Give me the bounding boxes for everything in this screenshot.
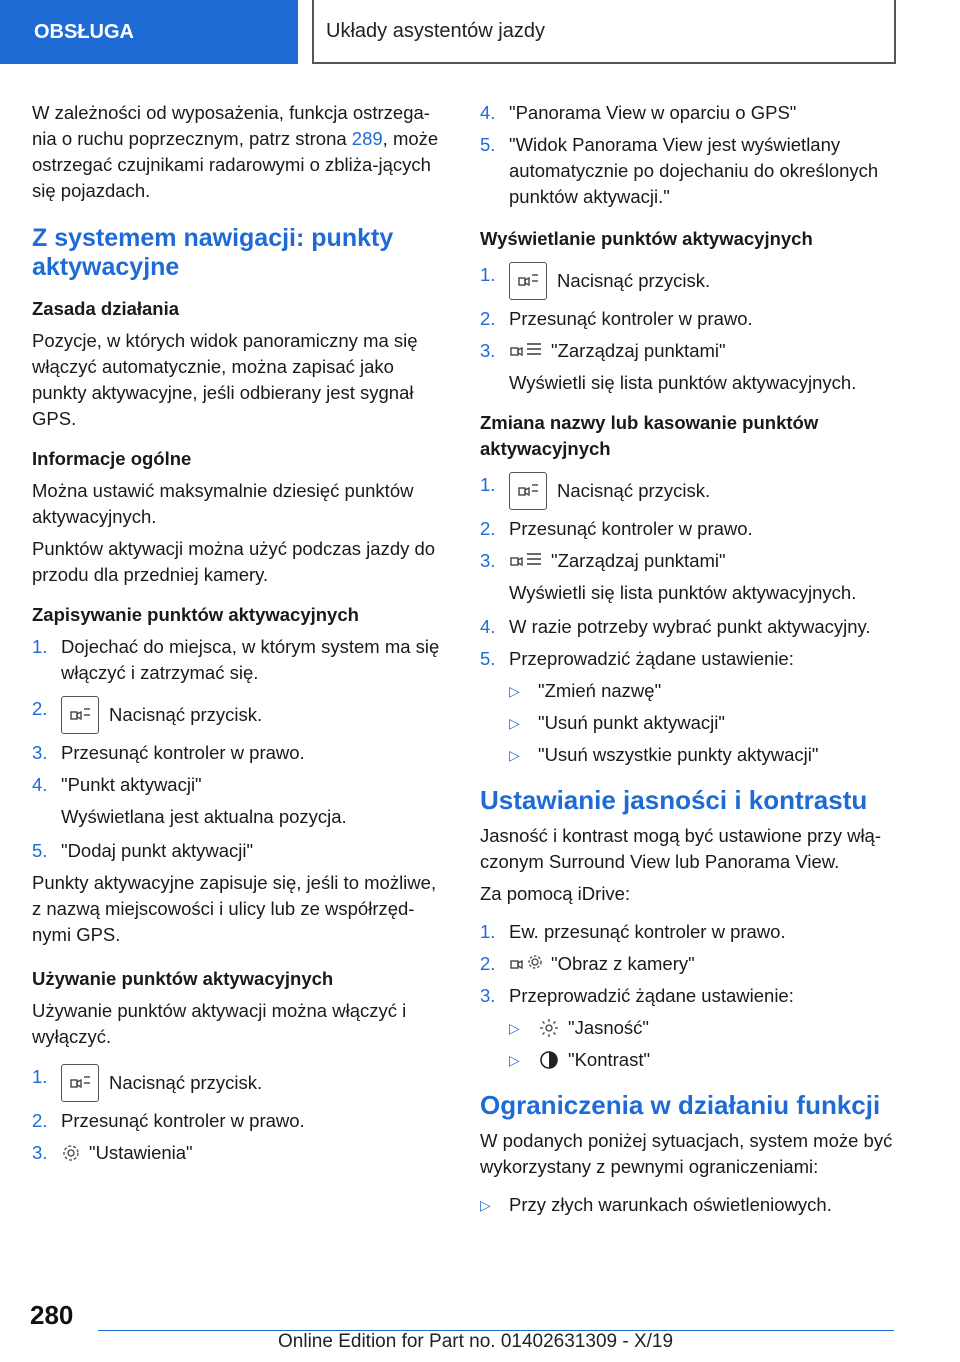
step-note: Wyświetli się lista punktów aktywacyjnych. <box>509 582 857 603</box>
principle-title: Zasada działania <box>32 298 180 319</box>
bullet-item: ▷ "Jasność" <box>480 1015 894 1041</box>
list-item: 2. Przesunąć kontroler w prawo. <box>32 1110 305 1131</box>
list-item: 1. Nacisnąć przycisk. <box>480 472 894 510</box>
page-number: 280 <box>30 1300 74 1330</box>
save-title: Zapisywanie punktów aktywacyjnych <box>32 604 359 625</box>
chapter-label: Układy asystentów jazdy <box>326 19 545 42</box>
principle-text: Pozycje, w których widok panoramiczny ma się włączyć automatycznie, można zapisać jako punkty aktywacyjne, jeśli odbierany jest sygnał GPS. <box>32 330 418 429</box>
list-item: 4. W razie potrzeby wybrać punkt aktywacyjny. <box>480 616 871 637</box>
intro-paragraph: W zależności od wyposażenia, funkcja ostrzega-nia o ruchu poprzecznym, patrz strona 289, może ostrzegać czujnikami radarowymi o zbliża-jących się pojazdach. <box>32 102 439 201</box>
manage-points-icon <box>509 340 543 362</box>
bullet-item: ▷ "Zmień nazwę" <box>509 680 662 701</box>
section-tab <box>0 0 298 64</box>
limits-text: W podanych poniżej sytuacjach, system może być wykorzystany z pewnymi ograniczeniami: <box>480 1130 893 1177</box>
list-item: 4. "Panorama View w oparciu o GPS" <box>480 102 797 123</box>
idrive-text: Za pomocą iDrive: <box>480 883 631 904</box>
list-item: 3. "Ustawienia" <box>32 1142 193 1163</box>
bullet-item: ▷ Przy złych warunkach oświetleniowych. <box>480 1194 832 1215</box>
section-heading: Z systemem nawigacji: punkty aktywacyjne <box>32 224 394 281</box>
list-item: 2. "Obraz z kamery" <box>480 953 695 974</box>
list-item: 2. Przesunąć kontroler w prawo. <box>480 518 753 539</box>
list-item: 1. Nacisnąć przycisk. <box>32 1064 442 1102</box>
list-item: 5. "Widok Panorama View jest wyświetlany automatycznie po dojechaniu do określonych punktów aktywacji." <box>480 134 879 207</box>
bullet-item: ▷ "Usuń punkt aktywacji" <box>509 712 725 733</box>
general-text-2: Punktów aktywacji można użyć podczas jazdy do przodu dla przedniej kamery. <box>32 538 436 585</box>
list-item: 3. Przesunąć kontroler w prawo. <box>32 742 305 763</box>
contrast-icon <box>538 1047 560 1073</box>
list-item: 2. Nacisnąć przycisk. <box>32 696 442 734</box>
camera-settings-icon <box>509 953 543 975</box>
left-column <box>32 100 442 1172</box>
bullet-item: ▷ "Usuń wszystkie punkty aktywacji" <box>509 744 819 765</box>
list-item: 3. "Zarządzaj punktami" <box>480 340 726 361</box>
settings-gear-icon <box>61 1143 81 1163</box>
list-item: 4. "Punkt aktywacji" <box>32 774 202 795</box>
list-item: 5. Przeprowadzić żądane ustawienie: <box>480 648 794 669</box>
rename-title: Zmiana nazwy lub kasowanie punktów aktywacyjnych <box>480 412 819 459</box>
footer-edition: Online Edition for Part no. 01402631309 - X/19 <box>278 1331 674 1352</box>
general-text-1: Można ustawić maksymalnie dziesięć punktów aktywacyjnych. <box>32 480 414 527</box>
general-title: Informacje ogólne <box>32 448 192 469</box>
step-note: Wyświetli się lista punktów aktywacyjnych. <box>509 372 857 393</box>
use-title: Używanie punktów aktywacyjnych <box>32 968 334 989</box>
list-item: 1. Dojechać do miejsca, w którym system ma się włączyć i zatrzymać się. <box>32 636 440 683</box>
camera-button-icon <box>61 696 99 734</box>
save-after-text: Punkty aktywacyjne zapisuje się, jeśli to możliwe, z nazwą miejscowości i ulicy lub ze współrzęd-nymi GPS. <box>32 872 437 945</box>
manage-points-icon <box>509 550 543 572</box>
brightness-heading: Ustawianie jasności i kontrastu <box>480 785 868 815</box>
chapter-tab <box>312 0 896 64</box>
brightness-icon <box>538 1015 560 1041</box>
bullet-item: ▷ "Kontrast" <box>480 1047 894 1073</box>
use-text: Używanie punktów aktywacji można włączyć i wyłączyć. <box>32 1000 407 1047</box>
list-item: 3. Przeprowadzić żądane ustawienie: <box>480 985 794 1006</box>
camera-button-icon <box>61 1064 99 1102</box>
section-label: OBSŁUGA <box>34 20 134 43</box>
list-item: 2. Przesunąć kontroler w prawo. <box>480 308 753 329</box>
display-title: Wyświetlanie punktów aktywacyjnych <box>480 228 813 249</box>
step-note: Wyświetlana jest aktualna pozycja. <box>61 806 347 827</box>
list-item: 5. "Dodaj punkt aktywacji" <box>32 840 254 861</box>
list-item: 3. "Zarządzaj punktami" <box>480 550 726 571</box>
list-item: 1. Nacisnąć przycisk. <box>480 262 894 300</box>
page-link[interactable]: 289 <box>351 128 383 149</box>
limits-heading: Ograniczenia w działaniu funkcji <box>480 1090 881 1120</box>
camera-button-icon <box>509 472 547 510</box>
camera-button-icon <box>509 262 547 300</box>
right-column <box>480 100 894 1224</box>
list-item: 1. Ew. przesunąć kontroler w prawo. <box>480 921 786 942</box>
brightness-text: Jasność i kontrast mogą być ustawione przy włą-czonym Surround View lub Panorama View. <box>480 825 882 872</box>
